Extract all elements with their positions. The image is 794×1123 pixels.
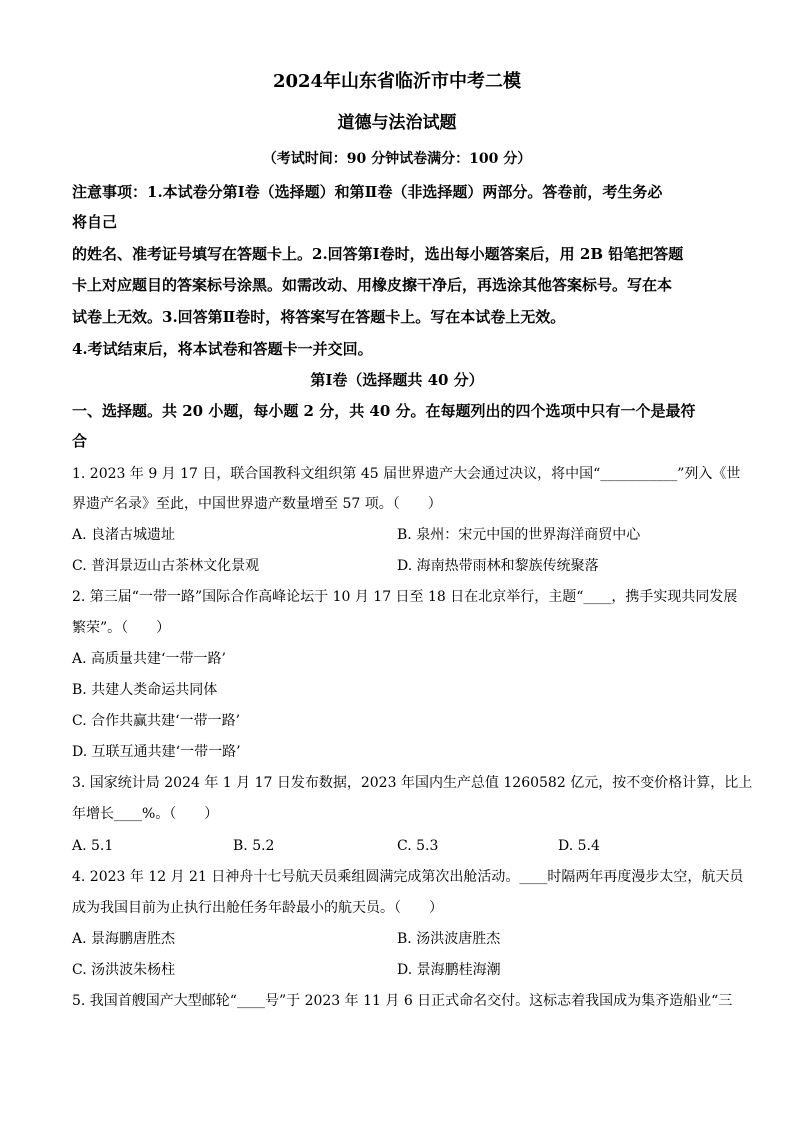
question-4-text: 4. 2023 年 12 月 21 日神舟十七号航天员乘组圆满完成第次出舱活动。____时隔两年再度漫步太空，航天员: [72, 869, 744, 885]
question-1-option-c: C. 普洱景迈山古茶林文化景观: [72, 558, 260, 574]
question-2-option-a: A. 高质量共建‘一带一路’: [72, 651, 226, 667]
page-title: 2024年山东省临沂市中考二模: [272, 71, 522, 92]
question-3-text: 3. 国家统计局 2024 年 1 月 17 日发布数据，2023 年国内生产总值 1260582 亿元，按不变价格计算，比上: [72, 775, 753, 791]
question-2-option-c: C. 合作共赢共建‘一带一路’: [72, 713, 241, 729]
question-1-text: 1. 2023 年 9 月 17 日，联合国教科文组织第 45 届世界遗产大会通过决议，将中国“___________”列入《世: [72, 466, 741, 482]
exam-info: （考试时间：90 分钟试卷满分：100 分）: [262, 151, 532, 167]
question-2-text: 繁荣”。（ ）: [72, 620, 171, 636]
notice-line: 4.考试结束后，将本试卷和答题卡一并交回。: [72, 340, 373, 358]
question-1-text: 界遗产名录》至此，中国世界遗产数量增至 57 项。（ ）: [72, 496, 442, 512]
question-4-option-b: B. 汤洪波唐胜杰: [397, 931, 501, 947]
question-3-option-c: C. 5.3: [397, 838, 439, 854]
question-2-option-b: B. 共建人类命运共同体: [72, 682, 218, 698]
question-3-option-a: A. 5.1: [72, 838, 114, 854]
notice-line: 将自己: [72, 213, 118, 231]
section-instructions: 合: [72, 432, 88, 450]
question-2-option-d: D. 互联互通共建‘一带一路’: [72, 744, 241, 760]
question-1-option-a: A. 良渚古城遗址: [72, 527, 176, 543]
question-4-text: 成为我国目前为止执行出舱任务年龄最小的航天员。（ ）: [72, 900, 443, 916]
section-heading: 第Ⅰ卷（选择题共 40 分）: [310, 371, 484, 389]
question-3-text: 年增长____%。（ ）: [72, 806, 219, 822]
question-3-option-d: D. 5.4: [558, 838, 600, 854]
notice-line: 卡上对应题目的答案标号涂黑。如需改动、用橡皮擦干净后，再选涂其他答案标号。写在本: [72, 276, 673, 294]
question-4-option-a: A. 景海鹏唐胜杰: [72, 931, 176, 947]
notice-line: 注意事项：1.本试卷分第Ⅰ卷（选择题）和第Ⅱ卷（非选择题）两部分。答卷前，考生务必: [72, 183, 663, 201]
question-1-option-b: B. 泉州：宋元中国的世界海洋商贸中心: [397, 527, 641, 543]
question-4-option-c: C. 汤洪波朱杨柱: [72, 962, 176, 978]
question-3-option-b: B. 5.2: [233, 838, 275, 854]
section-instructions: 一、选择题。共 20 小题，每小题 2 分，共 40 分。在每题列出的四个选项中只有一个是最符: [72, 402, 696, 420]
page-subtitle: 道德与法治试题: [337, 113, 457, 133]
notice-line: 试卷上无效。3.回答第Ⅱ卷时，将答案写在答题卡上。写在本试卷上无效。: [72, 308, 566, 326]
question-2-text: 2. 第三届“一带一路”国际合作高峰论坛于 10 月 17 日至 18 日在北京举行，主题“____，携手实现共同发展: [72, 589, 738, 605]
question-5-text: 5. 我国首艘国产大型邮轮“____号”于 2023 年 11 月 6 日正式命名交付。这标志着我国成为集齐造船业“三: [72, 993, 733, 1009]
question-1-option-d: D. 海南热带雨林和黎族传统聚落: [397, 558, 599, 574]
question-4-option-d: D. 景海鹏桂海潮: [397, 962, 501, 978]
notice-line: 的姓名、准考证号填写在答题卡上。2.回答第Ⅰ卷时，选出每小题答案后，用 2B 铅笔把答题: [72, 245, 684, 263]
